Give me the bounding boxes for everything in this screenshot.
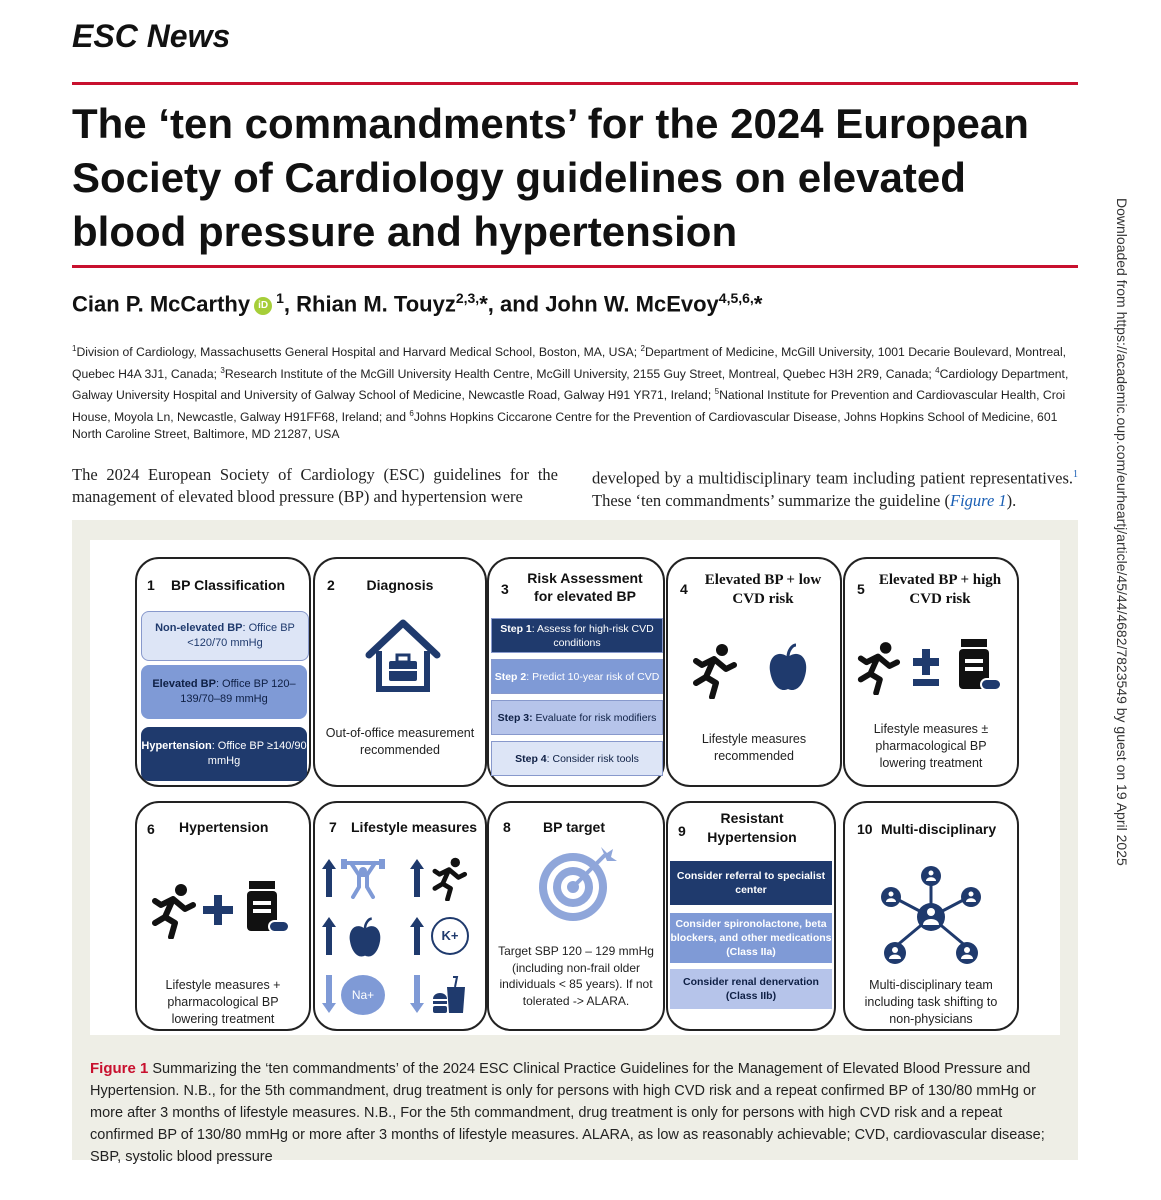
figure-label: Figure 1 xyxy=(90,1060,149,1077)
card-risk-assessment: 3 Risk Assessment for elevated BP Step 1: Assess for high-risk CVD conditions Step 2: Predict 10-year risk of CVD Step 3: Evaluate for risk modifiers Step 4: Consider risk tools xyxy=(487,557,665,787)
arrow-up-icon xyxy=(409,915,425,957)
running-person-icon xyxy=(149,883,197,939)
resistant-option-spironolactone: Consider spironolactone, beta blockers, and other medications (Class IIa) xyxy=(670,913,832,963)
figure-panel xyxy=(90,540,1060,1035)
medication-bottle-icon xyxy=(245,879,291,937)
body-column-1: The 2024 European Society of Cardiology (ESC) guidelines for the management of elevated blood pressure (BP) and hypertension were xyxy=(72,465,558,506)
risk-step-4: Step 4: Consider risk tools xyxy=(491,741,663,776)
target-icon xyxy=(535,841,619,925)
team-network-icon xyxy=(879,865,983,969)
body-column-2: developed by a multidisciplinary team including patient representatives.$^1$ These ‘ten commandments’ summarize the guideline (Figure 1). xyxy=(592,468,1078,510)
bp-box-elevated: Elevated BP: Office BP 120–139/70–89 mmHg xyxy=(141,665,307,719)
weightlifting-icon xyxy=(341,859,385,899)
reference-link[interactable]: 1 xyxy=(1073,469,1078,480)
author-1[interactable]: Cian P. McCarthy xyxy=(72,291,251,317)
arrow-up-icon xyxy=(409,857,425,899)
arrow-down-icon xyxy=(321,973,337,1015)
risk-step-2: Step 2: Predict 10-year risk of CVD xyxy=(491,659,663,694)
card-elevated-high-risk: 5 Elevated BP + high CVD risk Lifestyle measures ± pharmacological BP lowering treatment xyxy=(843,557,1019,787)
title-rule xyxy=(72,265,1078,268)
card-diagnosis: 2 Diagnosis Out-of-office measurement recommended xyxy=(313,557,487,787)
arrow-up-icon xyxy=(321,857,337,899)
sodium-icon: Na+ xyxy=(341,975,385,1015)
bp-box-hypertension: Hypertension: Office BP ≥140/90 mmHg xyxy=(141,727,307,781)
affiliations: $^1$Division of Cardiology, Massachusetts General Hospital and Harvard Medical School, Boston, MA, USA; $^2$Department of Medicine, McGill University, 1001 Decarie Boulevard, Montreal, Quebec H4A 3J1, Canada; $^3$Research Institute of the McGill University Health Centre, McGill University, 2155 Guy Street, Montreal, Quebec H3H 2R9, Canada; $^4$Cardiology Department, Galway University Hospital and University of Galway School of Medicine, Newcastle Road, Galway H91 YR71, Ireland; $^5$National Institute for Prevention and Cardiovascular Health, Croi House, Moyola Ln, Newcastle, Galway H91FF68, Ireland; and $^6$Johns Hopkins Ciccarone Centre for the Prevention of Cardiovascular Disease, Johns Hopkins School of Medicine, 601 North Caroline Street, Baltimore, MD 21287, USA xyxy=(72,344,1069,442)
apple-icon xyxy=(347,917,383,959)
card-resistant-hypertension: 9 Resistant Hypertension Consider referral to specialist center Consider spironolactone, beta blockers, and other medications (Class IIa) Consider renal denervation (Class IIb) xyxy=(666,801,836,1031)
arrow-up-icon xyxy=(321,915,337,957)
card-bp-classification: 1 BP Classification Non-elevated BP: Office BP <120/70 mmHg Elevated BP: Office BP 120–139/70–89 mmHg Hypertension: Office BP ≥140/90 mmHg xyxy=(135,557,311,787)
running-person-icon xyxy=(429,857,469,901)
card-elevated-low-risk: 4 Elevated BP + low CVD risk Lifestyle measures recommended xyxy=(666,557,842,787)
medication-bottle-icon xyxy=(957,637,1003,695)
running-person-icon xyxy=(690,643,738,699)
card-title: BP Classification xyxy=(171,577,286,593)
running-person-icon xyxy=(855,641,901,695)
bp-box-non-elevated: Non-elevated BP: Office BP <120/70 mmHg xyxy=(141,611,309,661)
resistant-option-denervation: Consider renal denervation (Class IIb) xyxy=(670,969,832,1009)
risk-step-3: Step 3: Evaluate for risk modifiers xyxy=(491,700,663,735)
orcid-icon[interactable]: iD xyxy=(254,297,272,315)
author-3[interactable]: , and John W. McEvoy xyxy=(487,291,719,317)
house-briefcase-icon xyxy=(365,617,441,693)
card-lifestyle-measures: 7 Lifestyle measures K+ Na+ xyxy=(313,801,487,1031)
figure-caption: Figure 1 Summarizing the ‘ten commandments’ of the 2024 ESC Clinical Practice Guidelines for the Management of Elevated Blood Pressure and Hypertension. N.B., for the 5th commandment, drug treatment is only for persons with high CVD risk and a repeat confirmed BP of 130/80 mmHg or more after 3 months of lifestyle measures. N.B., For the 5th commandment, drug treatment is only for persons with high CVD risk and a repeat confirmed BP of 130/80 mmHg or more after 3 months of lifestyle measures. ALARA, as low as reasonably achievable; CVD, cardiovascular disease; SBP, systolic blood pressure xyxy=(90,1060,1045,1165)
potassium-icon: K+ xyxy=(431,917,469,955)
section-label: ESC News xyxy=(72,18,231,54)
article-title: The ‘ten commandments’ for the 2024 European Society of Cardiology guidelines on elevated blood pressure and hypertension xyxy=(72,100,1029,255)
author-list: Cian P. McCarthy iD $^1$, Rhian M. Touyz$^{2,3,}$*, and John W. McEvoy$^{4,5,6,}$* xyxy=(72,290,763,317)
card-hypertension: 6 Hypertension Lifestyle measures + pharmacological BP lowering treatment xyxy=(135,801,311,1031)
plus-minus-icon xyxy=(909,647,943,687)
card-multidisciplinary: 10 Multi-disciplinary Multi-disciplinary team including task shifting to non-physicians xyxy=(843,801,1019,1031)
risk-step-1: Step 1: Assess for high-risk CVD conditions xyxy=(491,618,663,653)
figure-link[interactable]: Figure 1 xyxy=(950,490,1007,510)
top-rule xyxy=(72,82,1078,85)
fast-food-icon xyxy=(431,975,469,1015)
apple-icon xyxy=(768,643,808,693)
plus-icon xyxy=(201,893,235,927)
arrow-down-icon xyxy=(409,973,425,1015)
card-bp-target: 8 BP target Target SBP 120 – 129 mmHg (including non-frail older individuals < 85 years). If not tolerated -> ALARA. xyxy=(487,801,665,1031)
author-2[interactable]: , Rhian M. Touyz xyxy=(283,291,456,317)
resistant-option-referral: Consider referral to specialist center xyxy=(670,861,832,905)
download-note: Downloaded from https://academic.oup.com/eurheartj/article/45/44/4682/7823549 by guest on 19 April 2025 xyxy=(1114,198,1130,866)
